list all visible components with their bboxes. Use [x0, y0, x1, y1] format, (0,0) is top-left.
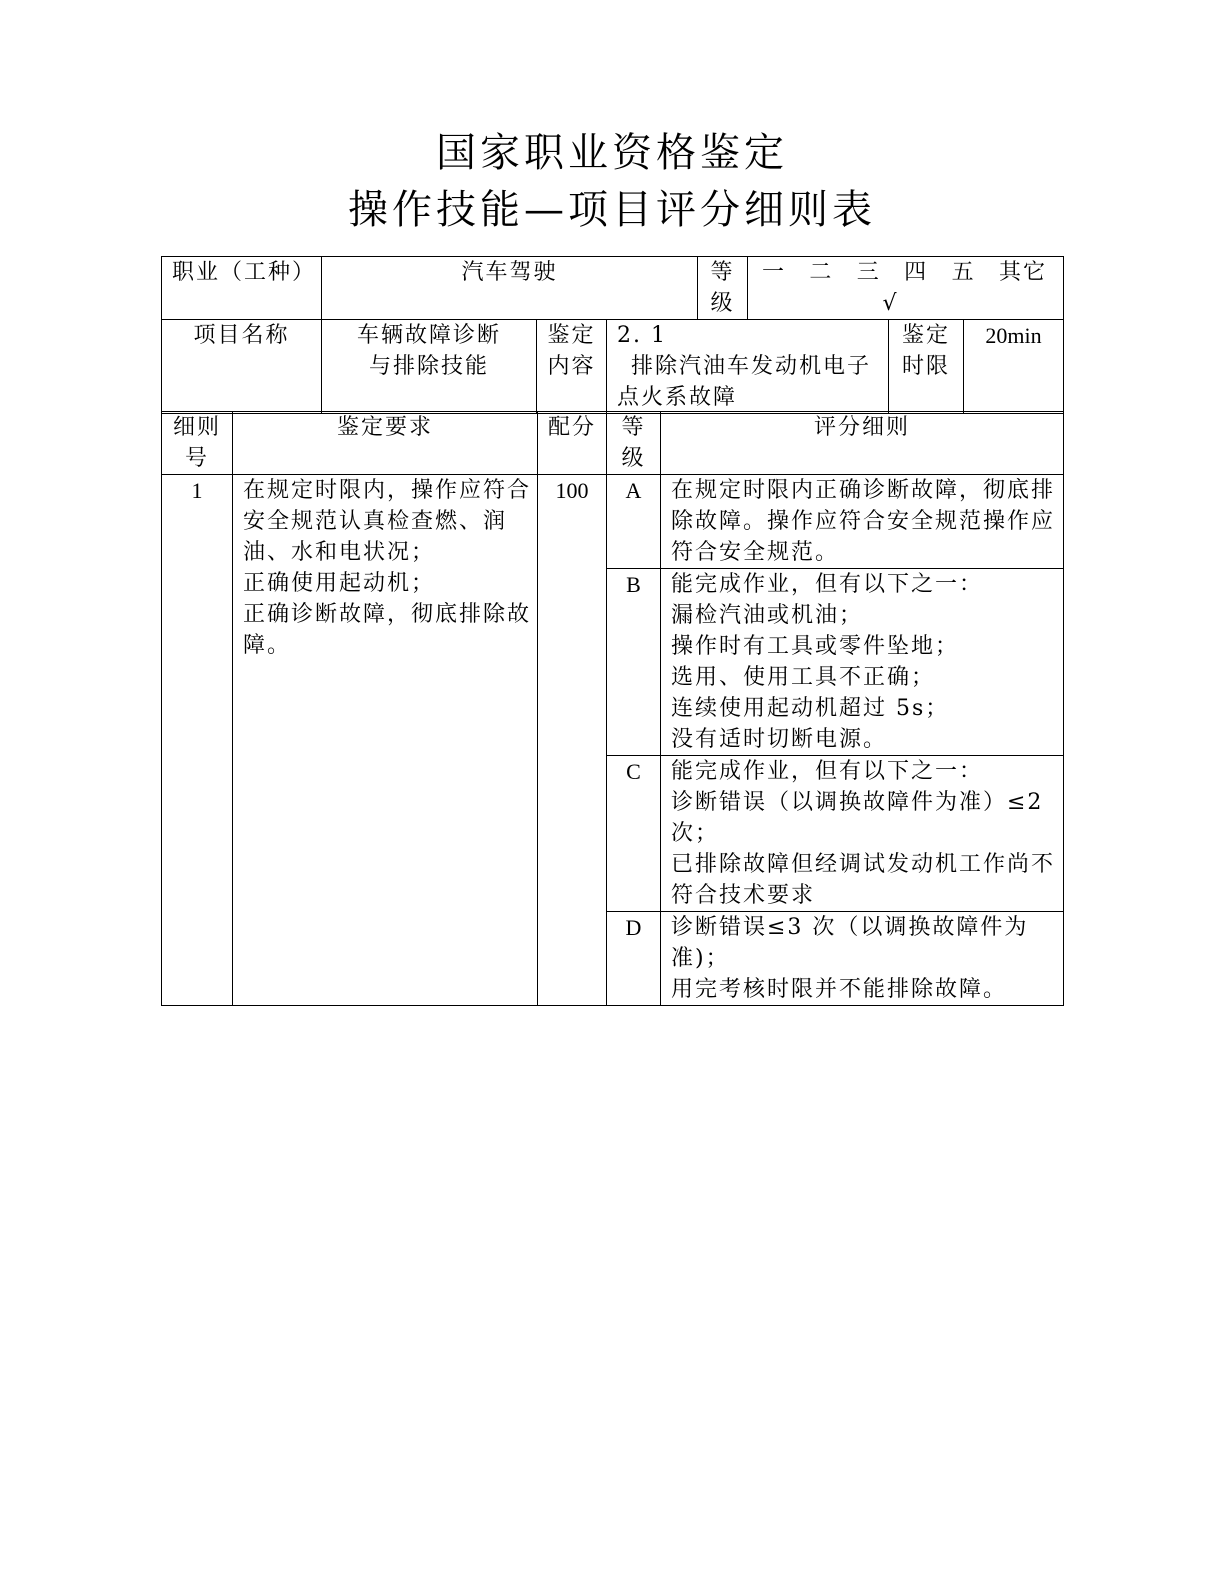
project-value: 车辆故障诊断 与排除技能 — [322, 320, 537, 414]
content-value — [607, 320, 889, 414]
criteria-line: 符合技术要求 — [671, 883, 816, 908]
content-label: 鉴定 内容 — [537, 320, 607, 414]
grade-cell: A — [607, 475, 661, 569]
criteria-line: 操作时有工具或零件坠地； — [671, 634, 960, 659]
scoring-table — [161, 411, 1064, 1006]
criteria-line: 诊断错误（以调换故障件为准）≤2 — [671, 790, 1044, 815]
criteria-line: 能完成作业，但有以下之一： — [671, 759, 984, 784]
level-option: 其它 — [998, 260, 1047, 285]
project-label: 项目名称 — [162, 320, 322, 414]
occupation-table — [161, 256, 1064, 320]
rule-no-header: 细则 号 — [162, 412, 233, 475]
criteria-line: 漏检汽油或机油； — [671, 603, 864, 628]
level-option: 四 — [904, 260, 929, 285]
requirement-line: 在规定时限内，操作应符合 — [243, 478, 532, 503]
requirement-line: 安全规范认真检查燃、润 — [243, 509, 508, 534]
criteria-line: 符合安全规范。 — [671, 540, 840, 565]
rule-no-cell: 1 — [162, 475, 233, 1006]
criteria-line: 连续使用起动机超过 5s； — [671, 696, 950, 721]
occupation-label: 职业（工种） — [162, 257, 322, 320]
level-option: 三 — [856, 260, 881, 285]
level-options — [748, 257, 1064, 320]
grade-header: 等 级 — [607, 412, 661, 475]
requirement-line: 油、水和电状况； — [243, 540, 436, 565]
criteria-cell — [661, 912, 1064, 1006]
time-value: 20min — [964, 320, 1064, 414]
criteria-line: 用完考核时限并不能排除故障。 — [671, 977, 1008, 1002]
grade-cell: D — [607, 912, 661, 1006]
time-label: 鉴定 时限 — [889, 320, 964, 414]
criteria-line: 已排除故障但经调试发动机工作尚不 — [671, 852, 1056, 877]
score-cell: 100 — [538, 475, 607, 1006]
level-label: 等 级 — [698, 257, 748, 320]
criteria-header: 评分细则 — [661, 412, 1064, 475]
grade-cell: C — [607, 756, 661, 912]
criteria-line: 次； — [671, 821, 720, 846]
page-subtitle: 操作技能—项目评分细则表 — [348, 187, 876, 233]
score-header: 配分 — [538, 412, 607, 475]
criteria-line: 准)； — [671, 946, 730, 971]
criteria-cell — [661, 475, 1064, 569]
table-row — [162, 475, 1064, 569]
criteria-cell — [661, 569, 1064, 756]
criteria-line: 除故障。操作应符合安全规范操作应 — [671, 509, 1056, 534]
content-code: 2. 1 — [617, 323, 667, 348]
content-text-line2: 点火系故障 — [617, 385, 738, 410]
scoring-header-row — [162, 412, 1064, 475]
page-title: 国家职业资格鉴定 — [436, 130, 788, 176]
level-option: 五 — [951, 260, 976, 285]
criteria-line: 没有适时切断电源。 — [671, 727, 888, 752]
criteria-line: 选用、使用工具不正确； — [671, 665, 936, 690]
level-check-mark: √ — [882, 291, 899, 316]
level-option: 一 — [762, 260, 787, 285]
requirement-line: 正确使用起动机； — [243, 571, 436, 596]
criteria-line: 诊断错误≤3 次（以调换故障件为 — [671, 915, 1029, 940]
project-table — [161, 319, 1064, 414]
criteria-line: 能完成作业，但有以下之一： — [671, 572, 984, 597]
level-option: 二 — [809, 260, 834, 285]
criteria-line: 在规定时限内正确诊断故障，彻底排 — [671, 478, 1056, 503]
grade-cell: B — [607, 569, 661, 756]
criteria-cell — [661, 756, 1064, 912]
requirement-header: 鉴定要求 — [233, 412, 538, 475]
requirement-line: 正确诊断故障，彻底排除故 — [243, 602, 532, 627]
content-text-line1: 排除汽油车发动机电子 — [631, 354, 872, 379]
requirement-line: 障。 — [243, 633, 292, 658]
requirement-cell — [233, 475, 538, 1006]
occupation-value: 汽车驾驶 — [322, 257, 698, 320]
